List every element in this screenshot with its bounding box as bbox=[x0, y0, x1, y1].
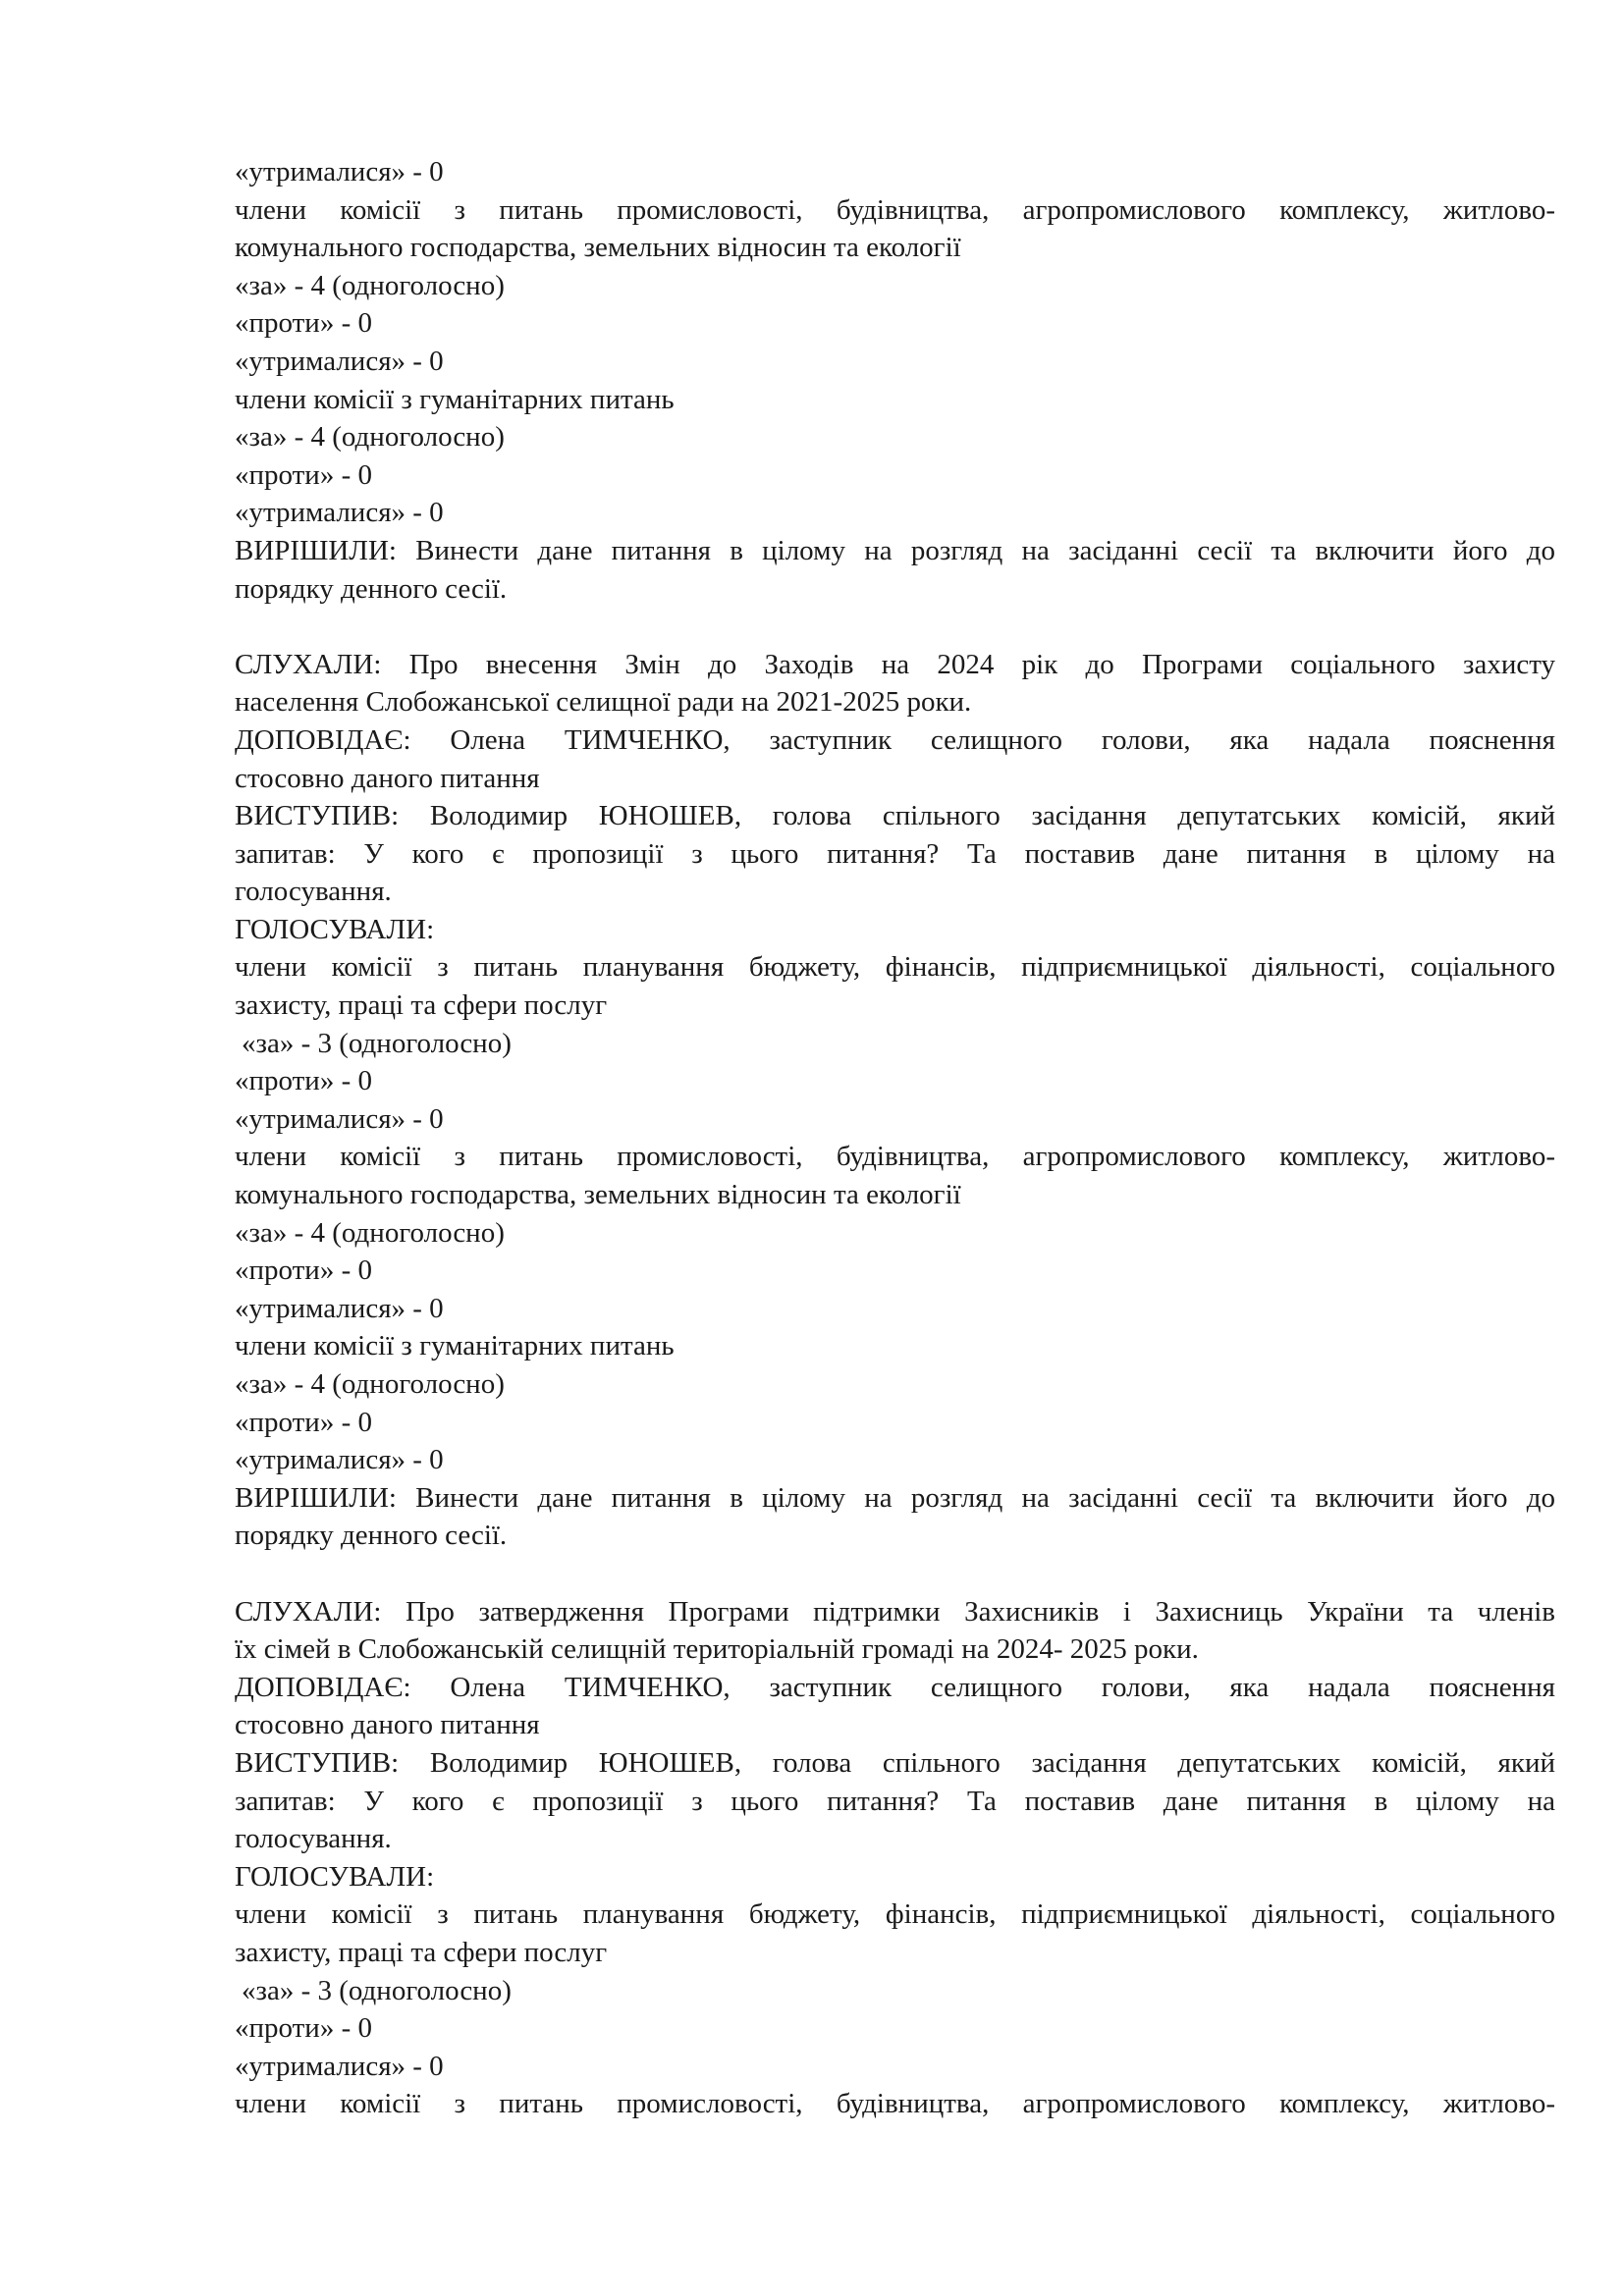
text-line: СЛУХАЛИ: Про внесення Змін до Заходів на 2024 рік до Програми соціального захисту bbox=[235, 648, 1555, 680]
text-line: комунального господарства, земельних відносин та екології bbox=[235, 1179, 961, 1211]
text-line: «за» - 3 (одноголосно) bbox=[242, 1974, 512, 2006]
paragraph-gap bbox=[235, 608, 1555, 646]
text-line: члени комісії з питань промисловості, будівництва, агропромислового комплексу, житлово- bbox=[235, 193, 1555, 226]
text-line: «проти» - 0 bbox=[235, 1406, 372, 1438]
text-line: запитав: У кого є пропозиції з цього питання? Та поставив дане питання в цілому на bbox=[235, 837, 1555, 870]
text-line: СЛУХАЛИ: Про затвердження Програми підтримки Захисників і Захисниць України та членів bbox=[235, 1595, 1555, 1628]
text-line: члени комісії з гуманітарних питань bbox=[235, 383, 675, 415]
text-line: ВИРІШИЛИ: Винести дане питання в цілому на розгляд на засіданні сесії та включити його до bbox=[235, 1481, 1555, 1514]
text-line: «утрималися» - 0 bbox=[235, 156, 444, 187]
text-line: голосування. bbox=[235, 876, 392, 908]
text-line: ДОПОВІДАЄ: Олена ТИМЧЕНКО, заступник селищного голови, яка надала пояснення bbox=[235, 1671, 1555, 1703]
text-line: «за» - 4 (одноголосно) bbox=[235, 269, 505, 301]
text-line: «за» - 4 (одноголосно) bbox=[235, 1368, 505, 1400]
text-line: члени комісії з гуманітарних питань bbox=[235, 1330, 675, 1362]
text-line: захисту, праці та сфери послуг bbox=[235, 989, 608, 1022]
text-line: члени комісії з питань промисловості, будівництва, агропромислового комплексу, житлово- bbox=[235, 1141, 1555, 1173]
text-line: «утрималися» - 0 bbox=[235, 497, 444, 529]
text-line: ВИРІШИЛИ: Винести дане питання в цілому на розгляд на засіданні сесії та включити його до bbox=[235, 534, 1555, 566]
text-line: ГОЛОСУВАЛИ: bbox=[235, 913, 435, 945]
text-line: їх сімей в Слобожанській селищній територіальній громаді на 2024- 2025 роки. bbox=[235, 1633, 1199, 1666]
text-line: «проти» - 0 bbox=[235, 2012, 372, 2045]
text-line: члени комісії з питань промисловості, будівництва, агропромислового комплексу, житлово- bbox=[235, 2088, 1555, 2120]
text-line: «за» - 3 (одноголосно) bbox=[242, 1027, 512, 1059]
text-line: «за» - 4 (одноголосно) bbox=[235, 421, 505, 454]
text-line: голосування. bbox=[235, 1823, 392, 1855]
text-line: комунального господарства, земельних відносин та екології bbox=[235, 232, 961, 264]
text-line: «утрималися» - 0 bbox=[235, 1102, 444, 1135]
text-line: ВИСТУПИВ: Володимир ЮНОШЕВ, голова спільного засідання депутатських комісій, який bbox=[235, 800, 1555, 832]
text-line: «утрималися» - 0 bbox=[235, 1444, 444, 1476]
text-line: «проти» - 0 bbox=[235, 307, 372, 340]
text-line: порядку денного сесії. bbox=[235, 1520, 508, 1552]
text-line: «проти» - 0 bbox=[235, 1065, 372, 1097]
text-line: члени комісії з питань планування бюджету, фінансів, підприємницької діяльності, соціального bbox=[235, 1898, 1555, 1931]
text-line: ДОПОВІДАЄ: Олена ТИМЧЕНКО, заступник селищного голови, яка надала пояснення bbox=[235, 723, 1555, 756]
text-line: ВИСТУПИВ: Володимир ЮНОШЕВ, голова спільного засідання депутатських комісій, який bbox=[235, 1746, 1555, 1779]
document-page bbox=[235, 153, 1555, 2123]
text-line: населення Слобожанської селищної ради на 2021-2025 роки. bbox=[235, 686, 972, 719]
text-line: «утрималися» - 0 bbox=[235, 1292, 444, 1324]
text-line: «проти» - 0 bbox=[235, 458, 372, 491]
text-line: порядку денного сесії. bbox=[235, 572, 508, 605]
text-line: стосовно даного питання bbox=[235, 1709, 540, 1741]
text-line: захисту, праці та сфери послуг bbox=[235, 1936, 608, 1968]
text-line: стосовно даного питання bbox=[235, 762, 540, 794]
text-line: «утрималися» - 0 bbox=[235, 345, 444, 377]
text-line: «проти» - 0 bbox=[235, 1255, 372, 1287]
text-line: запитав: У кого є пропозиції з цього питання? Та поставив дане питання в цілому на bbox=[235, 1785, 1555, 1817]
text-line: ГОЛОСУВАЛИ: bbox=[235, 1860, 435, 1893]
text-line: «за» - 4 (одноголосно) bbox=[235, 1216, 505, 1249]
text-line: члени комісії з питань планування бюджету, фінансів, підприємницької діяльності, соціального bbox=[235, 951, 1555, 984]
paragraph-gap bbox=[235, 1555, 1555, 1593]
text-line: «утрималися» - 0 bbox=[235, 2050, 444, 2082]
